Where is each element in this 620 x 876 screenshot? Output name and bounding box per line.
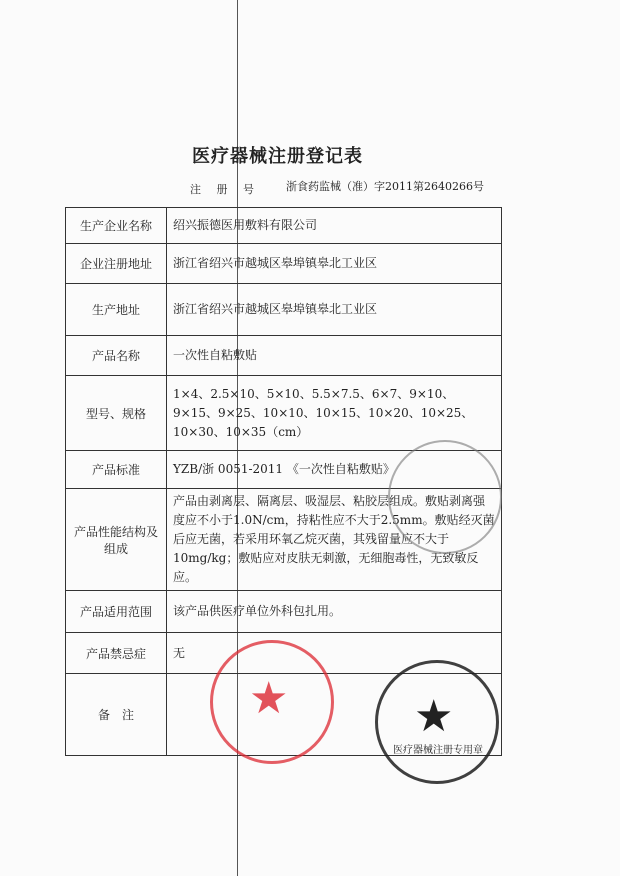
- table-row: [66, 336, 502, 376]
- row-label: 生产地址: [66, 284, 167, 336]
- row-label: 产品性能结构及组成: [66, 489, 167, 591]
- star-icon: ★: [249, 673, 289, 724]
- row-label: 产品禁忌症: [66, 633, 167, 674]
- seal-text: 医疗器械注册专用章: [393, 745, 483, 756]
- row-label: 型号、规格: [66, 376, 167, 451]
- table-row: [66, 208, 502, 244]
- row-value: 无: [167, 633, 502, 674]
- row-value: 该产品供医疗单位外科包扎用。: [167, 591, 502, 633]
- table-row: [66, 244, 502, 284]
- document-title: 医疗器械注册登记表: [192, 146, 363, 167]
- registration-number-value: 浙食药监械（准）字2011第2640266号: [286, 180, 484, 193]
- row-label: 企业注册地址: [66, 244, 167, 284]
- table-row: [66, 591, 502, 633]
- row-value: YZB/浙 0051-2011 《一次性自粘敷贴》: [167, 451, 502, 489]
- company-seal: [210, 640, 334, 764]
- table-row: [66, 376, 502, 451]
- row-label: 备 注: [66, 674, 167, 756]
- row-value: 1×4、2.5×10、5×10、5.5×7.5、6×7、9×10、9×15、9×25、10×10、10×15、10×20、10×25、10×30、10×35（cm）: [167, 376, 502, 451]
- star-icon: ★: [414, 691, 454, 742]
- row-label: 产品适用范围: [66, 591, 167, 633]
- row-value: 浙江省绍兴市越城区皋埠镇皋北工业区: [167, 244, 502, 284]
- row-value: 绍兴振德医用敷料有限公司: [167, 208, 502, 244]
- registration-number-label: 注 册 号: [190, 183, 260, 196]
- authority-seal: [375, 660, 499, 784]
- row-label: 产品名称: [66, 336, 167, 376]
- row-label: 生产企业名称: [66, 208, 167, 244]
- table-row: [66, 284, 502, 336]
- faded-seal: [388, 440, 502, 554]
- row-value: 产品由剥离层、隔离层、吸湿层、粘胶层组成。敷贴剥离强度应不小于1.0N/cm，持粘性应不大于2.5mm。敷贴经灭菌后应无菌，若采用环氧乙烷灭菌，其残留量应不大于10mg/kg；敷贴应对皮肤无刺激，无细胞毒性，无致敏反应。: [167, 489, 502, 591]
- row-label: 产品标准: [66, 451, 167, 489]
- row-value: 一次性自粘敷贴: [167, 336, 502, 376]
- row-value: 浙江省绍兴市越城区皋埠镇皋北工业区: [167, 284, 502, 336]
